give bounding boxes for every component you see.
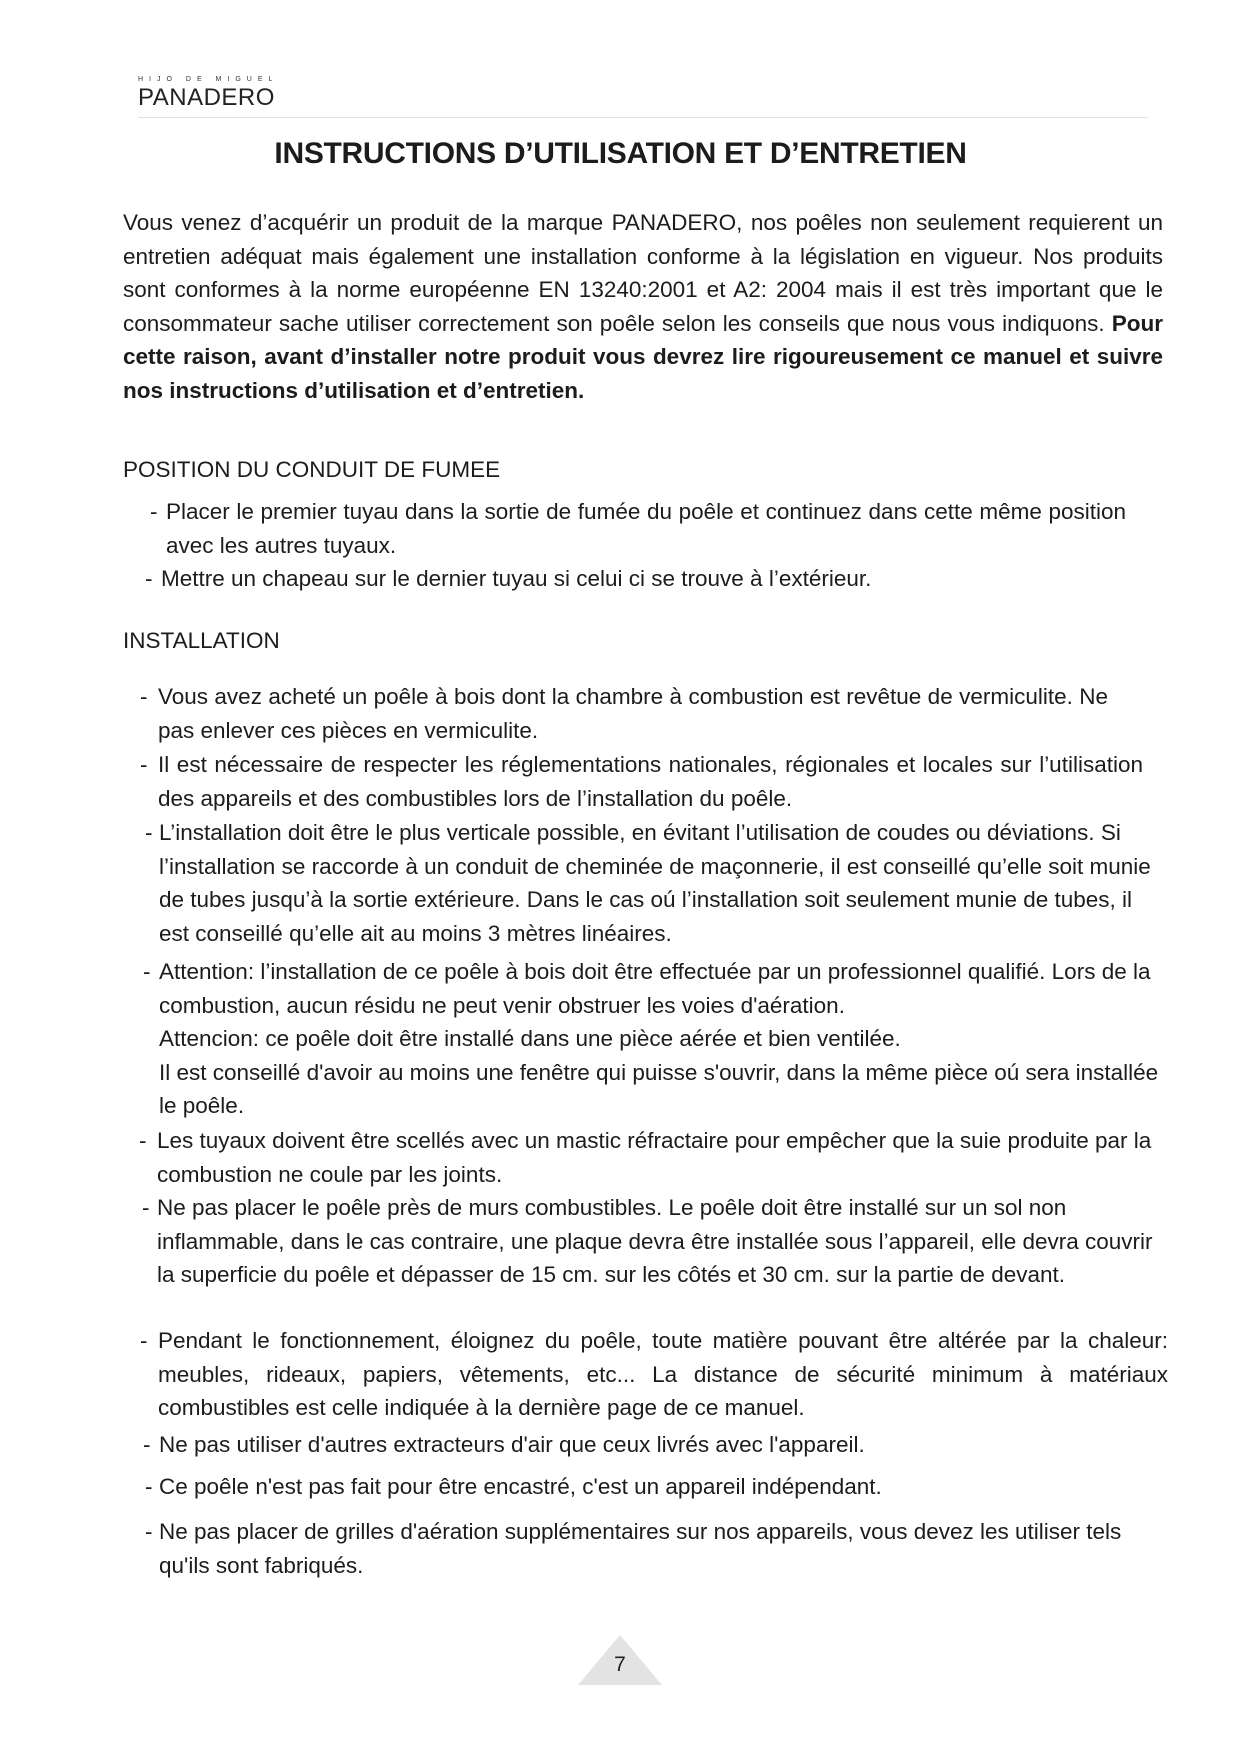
list-item xyxy=(143,1428,1159,1462)
list-item-text: Pendant le fonctionnement, éloignez du poêle, toute matière pouvant être altérée par la chaleur: meubles, rideaux, papiers, vêtements, etc... La distance de sécurité minimum à matériaux combustibles est celle indiquée à la dernière page de ce manuel. xyxy=(158,1328,1168,1420)
list-item-text: Ce poêle n'est pas fait pour être encastré, c'est un appareil indépendant. xyxy=(159,1474,882,1499)
bullet-dash: - xyxy=(145,820,153,845)
list-item xyxy=(145,1470,1159,1504)
list-item-text: Ne pas placer de grilles d'aération supplémentaires sur nos appareils, vous devez les utiliser tels qu'ils sont fabriqués. xyxy=(159,1519,1122,1578)
list-item xyxy=(140,680,1108,747)
list-item xyxy=(140,1324,1168,1425)
list-item-text: Ne pas utiliser d'autres extracteurs d'air que ceux livrés avec l'appareil. xyxy=(159,1432,865,1457)
logo-name: PANADERO xyxy=(138,84,275,111)
bullet-dash: - xyxy=(150,499,158,524)
brand-logo xyxy=(138,76,278,112)
bullet-dash: - xyxy=(140,1328,148,1353)
page-number-badge xyxy=(578,1635,662,1685)
list-item-text-extra: Il est conseillé d'avoir au moins une fenêtre qui puisse s'ouvrir, dans la même pièce oú sera installée le poêle. xyxy=(159,1059,1159,1118)
header-divider xyxy=(138,117,1148,118)
list-item-text: Mettre un chapeau sur le dernier tuyau si celui ci se trouve à l’extérieur. xyxy=(161,566,872,591)
list-item xyxy=(145,562,1121,596)
bullet-dash: - xyxy=(143,959,151,984)
list-item xyxy=(145,816,1159,950)
section-heading-installation: INSTALLATION xyxy=(123,628,280,653)
list-item xyxy=(142,1191,1157,1292)
list-item xyxy=(150,495,1126,562)
page-title: INSTRUCTIONS D’UTILISATION ET D’ENTRETIEN xyxy=(274,137,967,170)
list-item xyxy=(139,1124,1157,1191)
bullet-dash: - xyxy=(140,752,148,777)
bullet-dash: - xyxy=(145,1474,153,1499)
bullet-dash: - xyxy=(145,566,153,591)
list-item-text: Ne pas placer le poêle près de murs combustibles. Le poêle doit être installé sur un sol non inflammable, dans le cas contraire, une plaque devra être installée sous l’appareil, elle devra couvrir la superficie du poêle et dépasser de 15 cm. sur les côtés et 30 cm. sur la partie de devant. xyxy=(157,1195,1153,1287)
intro-bold-text: Pour cette raison, avant d’installer notre produit vous devrez lire rigoureusement ce manuel et suivre nos instructions d’utilisation et d’entretien. xyxy=(123,310,1163,403)
page-number: 7 xyxy=(614,1653,626,1676)
intro-paragraph xyxy=(123,206,1163,407)
list-item-text: Il est nécessaire de respecter les réglementations nationales, régionales et locales sur l’utilisation des appareils et des combustibles lors de l’installation du poêle. xyxy=(158,752,1143,811)
bullet-dash: - xyxy=(140,684,148,709)
list-item xyxy=(143,955,1169,1123)
list-item-text: Attention: l’installation de ce poêle à bois doit être effectuée par un professionnel qualifié. Lors de la combustion, aucun résidu ne peut venir obstruer les voies d'aération. xyxy=(159,959,1151,1018)
list-item-text: Les tuyaux doivent être scellés avec un mastic réfractaire pour empêcher que la suie produite par la combustion ne coule par les joints. xyxy=(157,1128,1152,1187)
list-item xyxy=(140,748,1143,815)
list-item xyxy=(145,1515,1159,1582)
list-item-text: Placer le premier tuyau dans la sortie de fumée du poêle et continuez dans cette même position avec les autres tuyaux. xyxy=(166,499,1126,558)
list-item-text: L’installation doit être le plus verticale possible, en évitant l’utilisation de coudes ou déviations. Si l’installation se raccorde à un conduit de cheminée de maçonnerie, il est conseillé qu’elle soit munie de tubes jusqu’à la sortie extérieure. Dans le cas oú l’installation soit seulement munie de tubes, il est conseillé qu’elle ait au moins 3 mètres linéaires. xyxy=(159,820,1151,946)
list-item-text: Vous avez acheté un poêle à bois dont la chambre à combustion est revêtue de vermiculite. Ne pas enlever ces pièces en vermiculite. xyxy=(158,684,1108,743)
bullet-dash: - xyxy=(142,1195,150,1220)
bullet-dash: - xyxy=(145,1519,153,1544)
list-item-text-extra: Attencion: ce poêle doit être installé dans une pièce aérée et bien ventilée. xyxy=(159,1026,901,1051)
section-heading-conduit: POSITION DU CONDUIT DE FUMEE xyxy=(123,457,501,482)
bullet-dash: - xyxy=(143,1432,151,1457)
intro-text: Vous venez d’acquérir un produit de la marque PANADERO, nos poêles non seulement requierent un entretien adéquat mais également une installation conforme à la législation en vigueur. Nos produits sont conformes à la norme européenne EN 13240:2001 et A2: 2004 mais il est très important que le consommateur sache utiliser correctement son poêle selon les conseils que nous vous indiquons. xyxy=(123,210,1163,336)
bullet-dash: - xyxy=(139,1128,147,1153)
logo-subtitle: HIJO DE MIGUEL xyxy=(138,76,279,83)
